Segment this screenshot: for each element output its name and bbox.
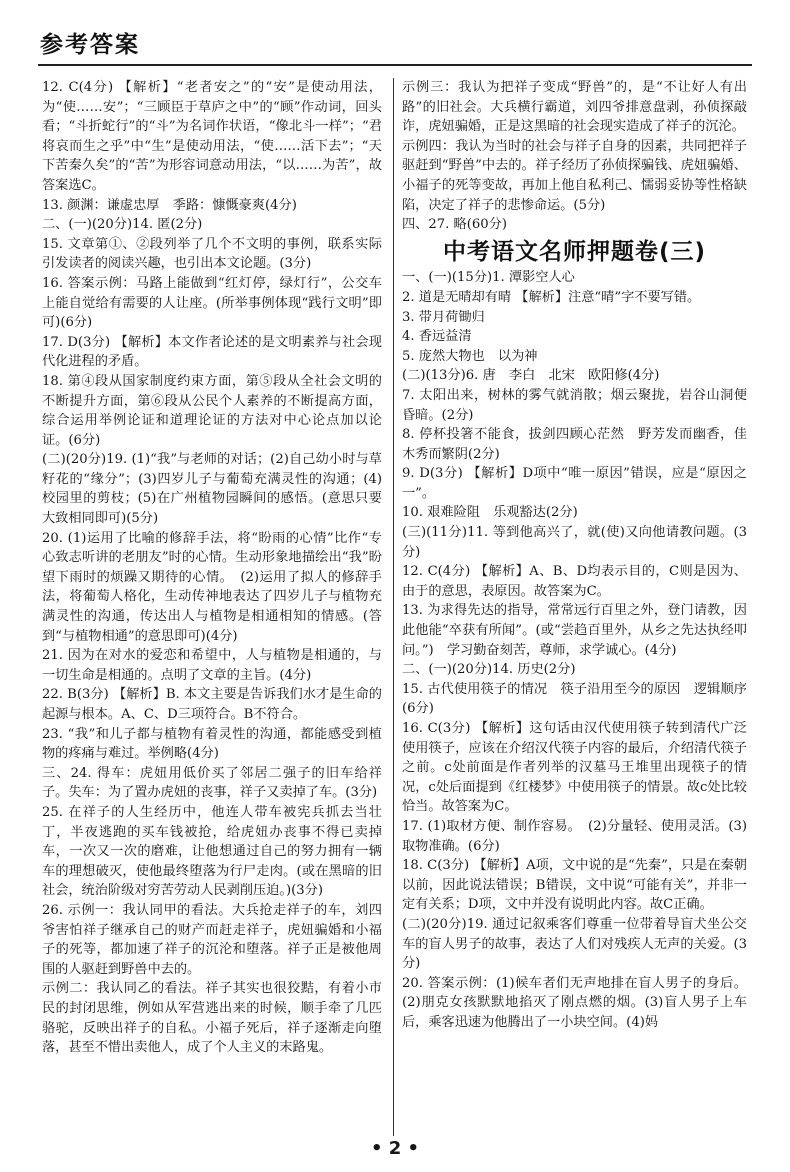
answer-item: 7. 太阳出来，树林的雾气就消散；烟云聚拢，岩谷山洞便昏暗。(2分) [402, 387, 747, 423]
answer-item: (二)(13分)6. 唐 李白 北宋 欧阳修(4分) [402, 368, 660, 384]
answer-item: 20. (1)运用了比喻的修辞手法，将“盼雨的心情”比作“专心致志听讲的老朋友”时的心情。生动形象地描绘出“我”盼望下雨时的烦躁又期待的心情。 (2)运用了拟人的修辞手法，将葡萄人格化，生动传神地表达了四岁儿子与植物充满灵性的沟通，传达出人与植物是相通相知的情感。(答到“与植物相通”的意思即可)(4分) [42, 530, 382, 644]
answer-item: (二)(20分)19. 通过记叙乘客们尊重一位带着导盲犬坐公交车的盲人男子的故事，表达了人们对残疾人无声的关爱。(3分) [402, 916, 747, 972]
answer-item: 13. 颜渊：谦虚忠厚 季路：慷慨豪爽(4分) [42, 197, 297, 213]
answer-item: 12. C(4分) 【解析】A、B、D均表示目的，C则是因为、由于的意思，表原因。故答案为C。 [402, 564, 747, 599]
page-header [0, 0, 790, 70]
answer-item: 示例三：我认为把祥子变成“野兽”的，是“不让好人有出路”的旧社会。大兵横行霸道，刘四爷排意盘剥，孙侦探敲诈，虎妞骗婚，正是这黑暗的社会现实造成了祥子的沉沦。 [402, 80, 747, 135]
answer-item: 23. “我”和儿子都与植物有着灵性的沟通，都能感受到植物的疼痛与难过。举例略(4分) [42, 726, 382, 762]
answer-item: 12. C(4分) 【解析】“老者安之”的“安”是使动用法，为“使……安”；“三顾臣于草庐之中”的“顾”作动词，回头看；“斗折蛇行”的“斗”为名词作状语，“像北斗一样”；“君将哀而生之乎”中“生”是使动用法，“使……活下去”；“天下苦秦久矣”的“苦”为形容词意动用法，“以……为苦”，故答案选C。 [42, 80, 382, 193]
answer-item: 5. 庞然大物也 以为神 [402, 348, 538, 364]
answer-item: 26. 示例一：我认同甲的看法。大兵抢走祥子的车，刘四爷害怕祥子继承自己的财产而赶走祥子，虎妞骗婚和小福子的死等，都加速了祥子的沉沦和堕落。祥子正是被他周围的人驱赶到野兽中去的。 [42, 902, 382, 977]
answer-item: 17. D(3分) 【解析】本文作者论述的是文明素养与社会现代化进程的矛盾。 [42, 334, 382, 370]
answer-item: 18. C(3分) 【解析】A项，文中说的是“先秦”，只是在秦朝以前，因此说法错误；B错误，文中说“可能有关”，并非一定有关系；D项，文中并没有说明此内容。故C正确。 [402, 858, 747, 913]
answer-item: 3. 带月荷锄归 [402, 309, 485, 325]
answer-item: 17. (1)取材方便、制作容易。 (2)分量轻、使用灵活。(3)取物准确。(6分) [402, 818, 747, 854]
answer-item: 4. 香远益清 [402, 329, 472, 345]
answer-item: 16. C(3分) 【解析】这句话由汉代使用筷子转到清代广泛使用筷子，应该在介绍汉代筷子内容的最后，介绍清代筷子之前。c处前面是作者列举的汉墓马王堆里出现筷子的情况，c处后面提到《红楼梦》中使用筷子的情景。故c处比较恰当。故答案为C。 [402, 721, 747, 815]
answer-item: 四、27. 略(60分) [402, 217, 507, 233]
answer-item: 2. 道是无晴却有晴 【解析】注意“晴”字不要写错。 [402, 289, 701, 305]
answer-item: 22. B(3分) 【解析】B. 本文主要是告诉我们水才是生命的起源与根本。A、C、D三项符合。B不符合。 [42, 687, 382, 722]
answer-item: 25. 在祥子的人生经历中，他连人带车被宪兵抓去当壮丁，半夜逃跑的买车钱被抢，给虎妞办丧事不得已卖掉车，一次又一次的磨难，让他想通过自己的努力拥有一辆车的理想破灭，使他最终堕落为行尸走肉。(或在黑暗的旧社会，统治阶级对穷苦劳动人民剥削压迫。)(3分) [42, 804, 382, 899]
answer-item: 一、(一)(15分)1. 潭影空人心 [402, 270, 575, 286]
header-title: 参考答案 [40, 32, 140, 58]
answer-item: 16. 答案示例：马路上能做到“红灯停，绿灯行”，公交车上能自觉给有需要的人让座。(所举事例体现“践行文明”即可)(6分) [42, 275, 382, 331]
answer-item: 10. 艰难险阻 乐观豁达(2分) [402, 505, 578, 521]
answer-item: 8. 停杯投箸不能食，拔剑四顾心茫然 野芳发而幽香，佳木秀而繁阴(2分) [402, 427, 747, 462]
answer-item: 二、(一)(20分)14. 匿(2分) [42, 217, 203, 233]
answer-item: 示例二：我认同乙的看法。祥子其实也很狡黠，有着小市民的封闭思维，例如从军营逃出来的时候，顺手牵了几匹骆驼，反映出祥子的自私。小福子死后，祥子逐渐走向堕落，甚至不惜出卖他人，成了个人主义的末路鬼。 [42, 981, 382, 1056]
answer-item: 18. 第④段从国家制度约束方面，第⑤段从全社会文明的不断提升方面，第⑥段从公民个人素养的不断提高方面，综合运用举例论证和道理论证的方法对中心论点加以论证。(6分) [42, 373, 382, 448]
answer-item: 13. 为求得先达的指导，常常远行百里之外，登门请教，因此他能“卒获有所闻”。(或“尝趋百里外，从乡之先达执经叩问。”) 学习勤奋刻苦，尊师，求学诚心。(4分) [402, 603, 747, 658]
answer-item: 21. 因为在对水的爱恋和希望中，人与植物是相通的，与一切生命是相通的。点明了文章的主旨。(4分) [42, 648, 382, 683]
answer-item: 9. D(3分) 【解析】D项中“唯一原因”错误，应是“原因之一”。 [402, 466, 747, 501]
answer-item: (三)(11分)11. 等到他高兴了，就(使)又向他请教问题。(3分) [402, 525, 747, 560]
answer-item: 示例四：我认为当时的社会与祥子自身的因素，共同把祥子驱赶到“野兽”中去的。祥子经历了孙侦探骗钱、虎妞骗婚、小福子的死等变故，再加上他自私利己、懦弱妥协等性格缺陷，决定了祥子的悲惨命运。(5分) [402, 138, 747, 213]
left-column [42, 78, 382, 1058]
header-rule [38, 64, 752, 66]
right-column [402, 78, 747, 1033]
answer-item: 15. 文章第①、②段列举了几个不文明的事例，联系实际引发读者的阅读兴趣，也引出本文论题。(3分) [42, 236, 382, 272]
section-title: 中考语文名师押题卷(三) [442, 238, 707, 265]
page-number: • 2 • [370, 1138, 420, 1159]
answer-item: 20. 答案示例：(1)候车者们无声地排在盲人男子的身后。(2)朋克女孩默默地掐灭了刚点燃的烟。(3)盲人男子上车后，乘客迅速为他腾出了一小块空间。(4)妈 [402, 975, 747, 1030]
answer-item: 三、24. 得车：虎妞用低价买了邻居二强子的旧车给祥子。失车：为了置办虎妞的丧事，祥子又卖掉了车。(3分) [42, 765, 382, 801]
column-divider [393, 78, 394, 1136]
answer-item: 15. 古代使用筷子的情况 筷子沿用至今的原因 逻辑顺序(6分) [402, 681, 747, 717]
answer-item: 二、(一)(20分)14. 历史(2分) [402, 662, 576, 678]
answer-item: (二)(20分)19. (1)“我”与老师的对话；(2)自己幼小时与草籽花的“缘分”；(3)四岁儿子与葡萄充满灵性的沟通；(4)校园里的剪枝；(5)在广州植物园瞬间的感悟。(意思只要大致相同即可)(5分) [42, 452, 382, 527]
